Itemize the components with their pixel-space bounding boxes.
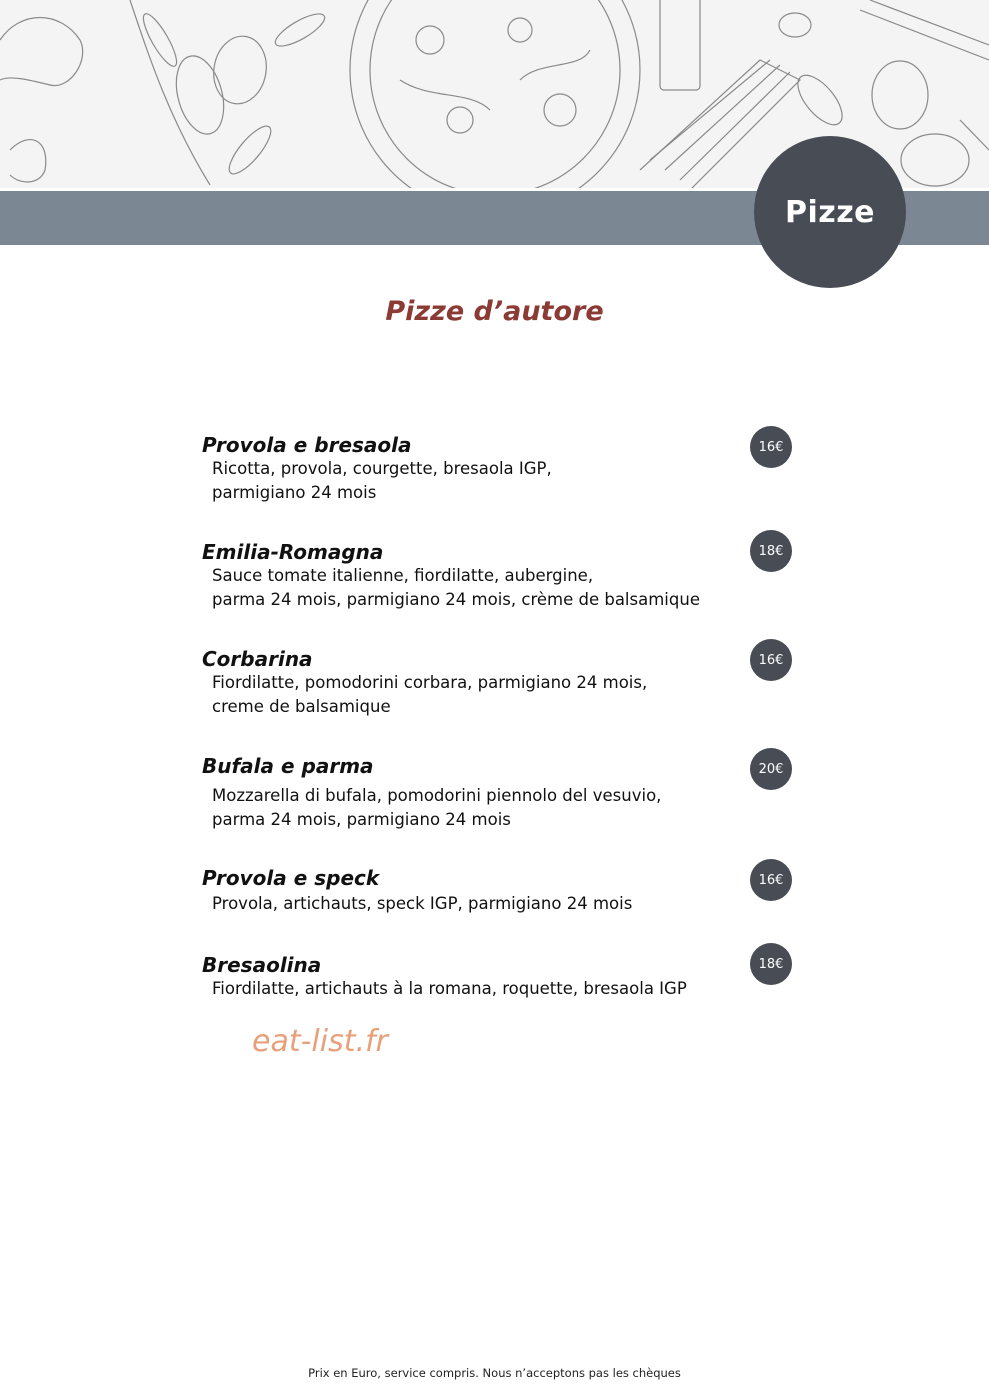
item-description: Fiordilatte, pomodorini corbara, parmigiano 24 mois, xyxy=(212,673,648,692)
item-description: Mozzarella di bufala, pomodorini piennolo del vesuvio, xyxy=(212,786,662,805)
item-description: Ricotta, provola, courgette, bresaola IGP, xyxy=(212,459,552,478)
menu-item xyxy=(202,540,802,612)
item-name: Provola e bresaola xyxy=(202,433,412,457)
menu-item xyxy=(202,433,802,505)
item-name: Bresaolina xyxy=(202,953,322,977)
category-title: Pizze xyxy=(784,194,876,230)
item-description: parma 24 mois, parmigiano 24 mois, crème de balsamique xyxy=(212,590,700,609)
footer-note: Prix en Euro, service compris. Nous n’acceptons pas les chèques xyxy=(308,1366,681,1380)
item-description: Sauce tomate italienne, fiordilatte, aubergine, xyxy=(212,566,594,585)
price-badge: 18€ xyxy=(750,530,792,572)
item-name: Corbarina xyxy=(202,647,313,671)
menu-item xyxy=(202,754,802,832)
item-description: Fiordilatte, artichauts à la romana, roquette, bresaola IGP xyxy=(212,979,687,998)
item-description: parmigiano 24 mois xyxy=(212,483,377,502)
price-badge: 18€ xyxy=(750,943,792,985)
menu-item xyxy=(202,953,802,1001)
price-badge: 16€ xyxy=(750,426,792,468)
category-badge xyxy=(754,136,906,288)
price-badge: 16€ xyxy=(750,859,792,901)
menu-item xyxy=(202,866,802,916)
price-badge: 16€ xyxy=(750,639,792,681)
item-name: Bufala e parma xyxy=(202,754,374,778)
item-description: creme de balsamique xyxy=(212,697,391,716)
price-badge: 20€ xyxy=(750,748,792,790)
menu-item xyxy=(202,647,802,719)
section-title: Pizze d’autore xyxy=(385,296,604,327)
item-description: parma 24 mois, parmigiano 24 mois xyxy=(212,810,511,829)
item-name: Provola e speck xyxy=(202,866,380,890)
watermark: eat-list.fr xyxy=(252,1024,388,1059)
item-name: Emilia-Romagna xyxy=(202,540,384,564)
item-description: Provola, artichauts, speck IGP, parmigiano 24 mois xyxy=(212,894,633,913)
